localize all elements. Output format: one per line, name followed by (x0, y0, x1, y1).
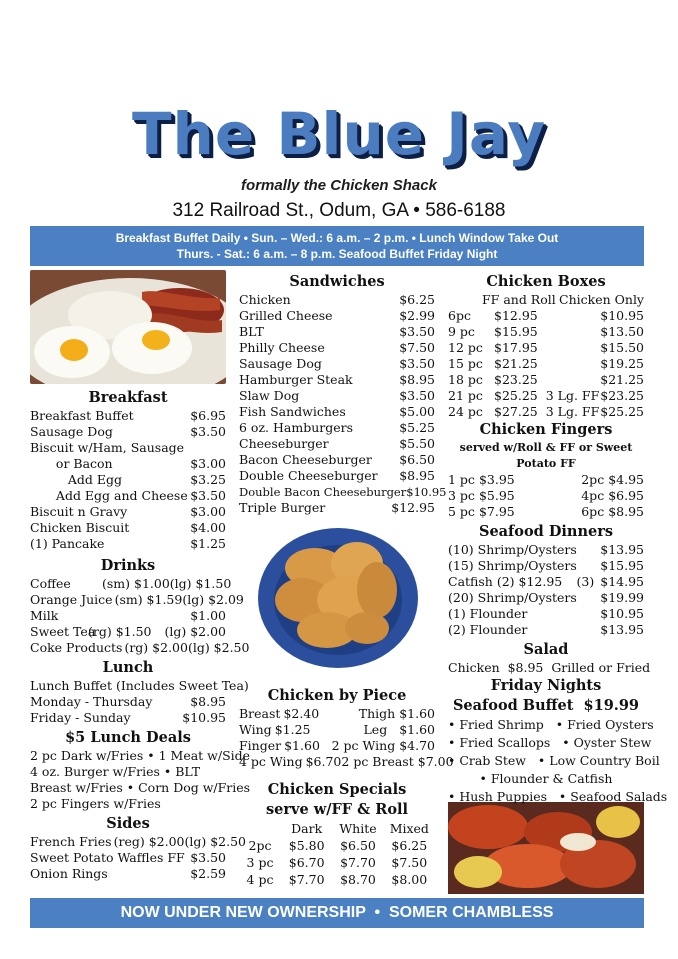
item-price: $4.00 (190, 520, 226, 535)
item-name: 3 pc (448, 488, 475, 503)
item-extra: 3 Lg. FF (545, 388, 600, 403)
item-price: $3.50 (190, 850, 226, 865)
item-price: $21.25 (494, 356, 538, 371)
menu-item (239, 500, 435, 516)
item-price: $13.50 (600, 324, 644, 339)
item-name: (2) Flounder (448, 622, 528, 637)
friday-line: • Fried Scallops • Oyster Stew (448, 735, 652, 750)
table-cell: $6.25 (391, 838, 428, 853)
item-price: $10.95 (600, 308, 644, 323)
item-price: $3.50 (399, 324, 435, 339)
item-name: 15 pc (448, 356, 483, 371)
table-cell: $5.80 (288, 838, 325, 853)
menu-item (239, 722, 435, 738)
item-price: $12.95 (391, 500, 435, 515)
menu-item (239, 292, 435, 308)
chicken-specials-subtitle: serve w/FF & Roll (265, 801, 409, 818)
menu-item (239, 436, 435, 452)
salad-line: Chicken $8.95 Grilled or Fried (448, 660, 651, 675)
table-header (239, 820, 281, 837)
item-price: $3.25 (190, 472, 226, 487)
item-price: $5.00 (399, 404, 435, 419)
item-name: Fish Sandwiches (239, 404, 346, 419)
item-price: $13.95 (600, 622, 644, 637)
photo-spacer (239, 516, 435, 686)
item-name: Biscuit w/Ham, Sausage (30, 440, 185, 455)
item-price: $23.25 (600, 388, 644, 403)
item-price: $14.95 (600, 574, 644, 589)
chicken-by-piece-heading: Chicken by Piece (267, 687, 407, 704)
lunch-deal-line: 2 pc Fingers w/Fries (30, 796, 161, 811)
item-price: $1.60 (284, 738, 320, 753)
menu-item (448, 542, 644, 558)
menu-item (239, 340, 435, 356)
menu-item (30, 520, 226, 536)
chicken-specials-heading: Chicken Specials (267, 781, 407, 798)
item-price: $27.25 (494, 404, 538, 419)
item-name: or Bacon (44, 456, 113, 471)
item-name: Bacon Cheeseburger (239, 452, 372, 467)
item-price: $5.50 (399, 436, 435, 451)
hours-banner (30, 226, 644, 266)
right-column (448, 272, 668, 806)
menu-item (30, 640, 250, 656)
restaurant-title: The Blue Jay (131, 100, 547, 168)
item-price: $8.95 (399, 372, 435, 387)
item-price: $15.95 (600, 558, 644, 573)
item-name: Leg (363, 722, 388, 737)
chicken-boxes-heading: Chicken Boxes (486, 273, 606, 290)
item-price: $10.95 (182, 710, 226, 725)
item-price-large: (lg) $2.09 (182, 592, 244, 607)
item-name: (1) Flounder (448, 606, 528, 621)
item-name: 18 pc (448, 372, 483, 387)
menu-item (239, 484, 447, 500)
restaurant-subtitle: formally the Chicken Shack (241, 177, 437, 194)
menu-item (448, 488, 644, 504)
menu-item (448, 606, 644, 622)
item-price: $2.40 (283, 706, 320, 721)
table-cell: 3 pc (246, 855, 274, 870)
item-name: Monday - Thursday (30, 694, 153, 709)
menu-item (239, 706, 435, 722)
menu-item (448, 340, 644, 356)
item-extra: (3) (576, 574, 595, 589)
menu-item (448, 472, 644, 488)
column-header: Chicken Only (559, 292, 644, 307)
item-price-large: (lg) $2.00 (164, 624, 226, 639)
item-price: $2.59 (190, 866, 226, 881)
item-name: Thigh (358, 706, 396, 721)
item-price: $1.25 (190, 536, 226, 551)
item-name: 2 pc Breast (341, 754, 414, 769)
drinks-list (30, 576, 250, 656)
item-price-small: (rg) $2.00 (124, 640, 188, 655)
middle-column (239, 272, 454, 888)
hours-line-1: Breakfast Buffet Daily • Sun. – Wed.: 6 a.m. – 2 p.m. • Lunch Window Take Out (115, 231, 559, 245)
menu-item (239, 738, 435, 754)
item-name: 12 pc (448, 340, 483, 355)
menu-item (239, 468, 435, 484)
chicken-fingers-subtitle: served w/Roll & FF or Sweet Potato FF (459, 441, 633, 470)
menu-item (239, 404, 435, 420)
menu-item (30, 850, 226, 866)
table-cell: $6.50 (340, 838, 376, 853)
menu-item (448, 356, 644, 372)
item-name: Double Cheeseburger (239, 468, 378, 483)
item-name: Grilled Cheese (239, 308, 333, 323)
menu-item (30, 440, 226, 456)
menu-item (30, 504, 226, 520)
table-header: Mixed (389, 821, 429, 836)
table-cell: $7.70 (288, 872, 325, 887)
breakfast-list (30, 408, 226, 552)
item-name: Biscuit n Gravy (30, 504, 128, 519)
item-price: $6.95 (190, 408, 226, 423)
item-name: Onion Rings (30, 866, 108, 881)
item-price: $8.95 (190, 694, 226, 709)
item-price: $10.95 (406, 485, 447, 499)
item-price: $19.25 (600, 356, 644, 371)
item-price: $5.95 (478, 488, 515, 503)
menu-item (30, 536, 226, 552)
friday-line: • Crab Stew • Low Country Boil (448, 753, 660, 768)
menu-item (448, 504, 644, 520)
item-name: Chicken (239, 292, 291, 307)
menu-item (239, 452, 435, 468)
chicken-boxes-list (448, 308, 644, 420)
menu-item (448, 372, 644, 388)
item-name: Slaw Dog (239, 388, 300, 403)
menu-item (30, 592, 244, 608)
item-name: (20) Shrimp/Oysters (448, 590, 577, 605)
item-name: Orange Juice (30, 592, 113, 607)
item-name: 1 pc (448, 472, 475, 487)
menu-item (239, 372, 435, 388)
lunch-deal-line: 2 pc Dark w/Fries • 1 Meat w/Side (30, 748, 251, 763)
chicken-fingers-list (448, 472, 644, 520)
item-name: Finger (239, 738, 282, 753)
item-price: $23.25 (494, 372, 538, 387)
menu-item (448, 404, 644, 420)
item-name: Sausage Dog (239, 356, 322, 371)
item-name: French Fries (30, 834, 112, 849)
drinks-heading: Drinks (100, 557, 156, 574)
item-price: $15.50 (600, 340, 644, 355)
item-price: $3.00 (190, 504, 226, 519)
friday-line: • Hush Puppies • Seafood Salads (448, 789, 668, 804)
item-name: 5 pc (448, 504, 475, 519)
item-name: Wing (239, 722, 272, 737)
lunch-deals-heading: $5 Lunch Deals (65, 729, 191, 746)
item-name: Sausage Dog (30, 424, 113, 439)
item-name: 6pc (448, 308, 471, 323)
menu-item (239, 388, 435, 404)
menu-item (239, 308, 435, 324)
item-name: (10) Shrimp/Oysters (448, 542, 577, 557)
item-name: Chicken Biscuit (30, 520, 130, 535)
table-cell: 2pc (248, 838, 272, 853)
item-name: Breast (239, 706, 281, 721)
seafood-photo (448, 802, 644, 894)
item-name: (15) Shrimp/Oysters (448, 558, 577, 573)
table-cell: $8.70 (340, 872, 376, 887)
breakfast-photo (30, 270, 226, 384)
item-name: Cheeseburger (239, 436, 329, 451)
menu-item (30, 576, 232, 592)
menu-item (30, 488, 226, 504)
menu-item (239, 324, 435, 340)
seafood-dinners-list (448, 542, 644, 638)
menu-item (448, 558, 644, 574)
item-price: $12.95 (494, 308, 538, 323)
menu-item (448, 590, 644, 606)
item-price: $3.50 (190, 488, 226, 503)
menu-item (30, 608, 226, 624)
item-name: Double Bacon Cheeseburger (239, 485, 407, 499)
menu-item (30, 456, 226, 472)
item-name: BLT (239, 324, 264, 339)
table-cell: $7.70 (340, 855, 376, 870)
menu-item (448, 622, 644, 638)
item-price: $3.95 (478, 472, 515, 487)
item-name: Sweet Tea (30, 624, 96, 639)
menu-item (30, 472, 226, 488)
item-name: Coffee (30, 576, 71, 591)
item-name: Add Egg and Cheese (44, 488, 188, 503)
friday-line: • Fried Shrimp • Fried Oysters (448, 717, 654, 732)
item-name: 2pc (581, 472, 605, 487)
item-price: $3.50 (399, 356, 435, 371)
menu-item (30, 694, 226, 710)
menu-item (448, 308, 644, 324)
item-price: $13.95 (600, 542, 644, 557)
item-price-small: (sm) $1.00 (102, 576, 170, 591)
table-header: White (339, 821, 377, 836)
item-price: $21.25 (600, 372, 644, 387)
item-price: $17.95 (494, 340, 538, 355)
salad-heading: Salad (523, 641, 569, 658)
hours-line-2: Thurs. - Sat.: 6 a.m. – 8 p.m. Seafood Buffet Friday Night (176, 247, 498, 261)
table-header: Dark (291, 821, 323, 836)
friday-nights-heading: Friday Nights (490, 677, 602, 694)
item-name: Friday - Sunday (30, 710, 131, 725)
item-name: Add Egg (48, 472, 122, 487)
item-price: $19.99 (600, 590, 644, 605)
item-name: Sweet Potato Waffles FF (30, 850, 185, 865)
ownership-footer: NOW UNDER NEW OWNERSHIP • SOMER CHAMBLESS (30, 898, 644, 928)
item-price: $1.25 (274, 722, 311, 737)
menu-item (30, 866, 226, 882)
menu-item (448, 388, 644, 404)
table-cell: $8.00 (391, 872, 428, 887)
chicken-fingers-heading: Chicken Fingers (479, 421, 613, 438)
menu-item (30, 710, 226, 726)
item-price-large: (lg) $2.50 (184, 834, 246, 849)
item-price-large: (lg) $1.50 (169, 576, 232, 591)
chicken-boxes-headers (448, 292, 644, 308)
item-name: 6pc (581, 504, 605, 519)
item-name: Coke Products (30, 640, 123, 655)
seafood-dinners-heading: Seafood Dinners (478, 523, 614, 540)
item-name: 21 pc (448, 388, 483, 403)
item-price: $1.60 (399, 722, 435, 737)
item-price-small: (sm) $1.59 (114, 592, 183, 607)
item-name: 6 oz. Hamburgers (239, 420, 354, 435)
item-price-small: (rg) $1.50 (88, 624, 152, 639)
breakfast-heading: Breakfast (88, 389, 168, 406)
lunch-deal-line: Breast w/Fries • Corn Dog w/Fries (30, 780, 251, 795)
item-extra: 3 Lg. FF (545, 404, 600, 419)
item-price: $6.70 (305, 754, 342, 769)
item-name: 4 pc Wing (239, 754, 303, 769)
lunch-buffet-note: Lunch Buffet (Includes Sweet Tea) (30, 678, 249, 693)
item-price: $6.95 (608, 488, 644, 503)
chicken-specials-table (239, 820, 435, 888)
sides-heading: Sides (106, 815, 150, 832)
menu-item (239, 356, 435, 372)
lunch-heading: Lunch (102, 659, 154, 676)
item-price: $3.50 (190, 424, 226, 439)
item-name: 24 pc (448, 404, 483, 419)
menu-item (30, 424, 226, 440)
item-price: $10.95 (600, 606, 644, 621)
menu-item (30, 408, 226, 424)
item-name: Breakfast Buffet (30, 408, 134, 423)
table-cell: 4 pc (246, 872, 274, 887)
item-name: 9 pc (448, 324, 475, 339)
table-cell: $6.70 (288, 855, 325, 870)
menu-item (448, 324, 644, 340)
menu-item (30, 624, 226, 640)
lunch-deal-line: 4 oz. Burger w/Fries • BLT (30, 764, 201, 779)
item-name: 2 pc Wing (331, 738, 396, 753)
friday-line: • Flounder & Catfish (479, 771, 613, 786)
item-price: $15.95 (494, 324, 538, 339)
item-price: $25.25 (494, 388, 538, 403)
restaurant-address: 312 Railroad St., Odum, GA • 586-6188 (172, 200, 506, 221)
item-price: $7.00 (417, 754, 454, 769)
item-name: Philly Cheese (239, 340, 325, 355)
item-price: $4.95 (608, 472, 644, 487)
menu-item (239, 754, 454, 770)
item-price: $1.60 (399, 706, 435, 721)
item-price: $6.50 (399, 452, 435, 467)
sandwiches-heading: Sandwiches (289, 273, 385, 290)
item-name: Milk (30, 608, 59, 623)
item-price: $2.99 (399, 308, 435, 323)
item-price: $5.25 (399, 420, 435, 435)
item-price: $7.95 (478, 504, 515, 519)
item-name: (1) Pancake (30, 536, 105, 551)
menu-item (448, 574, 644, 590)
table-cell: $7.50 (391, 855, 428, 870)
item-price-large: (lg) $2.50 (187, 640, 250, 655)
sandwiches-list (239, 292, 447, 516)
item-price-small: (reg) $2.00 (113, 834, 185, 849)
menu-item (30, 834, 246, 850)
item-price: $1.00 (190, 608, 226, 623)
column-header: FF and Roll (482, 292, 556, 307)
chicken-by-piece-list (239, 706, 454, 770)
item-name: Hamburger Steak (239, 372, 353, 387)
item-name: Catfish (2) $12.95 (448, 574, 563, 589)
item-price: $3.50 (399, 388, 435, 403)
item-price: $8.95 (399, 468, 435, 483)
item-price: $4.70 (399, 738, 435, 753)
item-name: Triple Burger (239, 500, 326, 515)
item-price: $6.25 (399, 292, 435, 307)
item-price: $25.25 (600, 404, 644, 419)
item-price: $7.50 (399, 340, 435, 355)
left-column (30, 388, 251, 882)
item-price: $3.00 (190, 456, 226, 471)
item-name: 4pc (581, 488, 605, 503)
item-price: $8.95 (608, 504, 644, 519)
seafood-buffet-heading: Seafood Buffet $19.99 (452, 697, 640, 714)
menu-item (239, 420, 435, 436)
